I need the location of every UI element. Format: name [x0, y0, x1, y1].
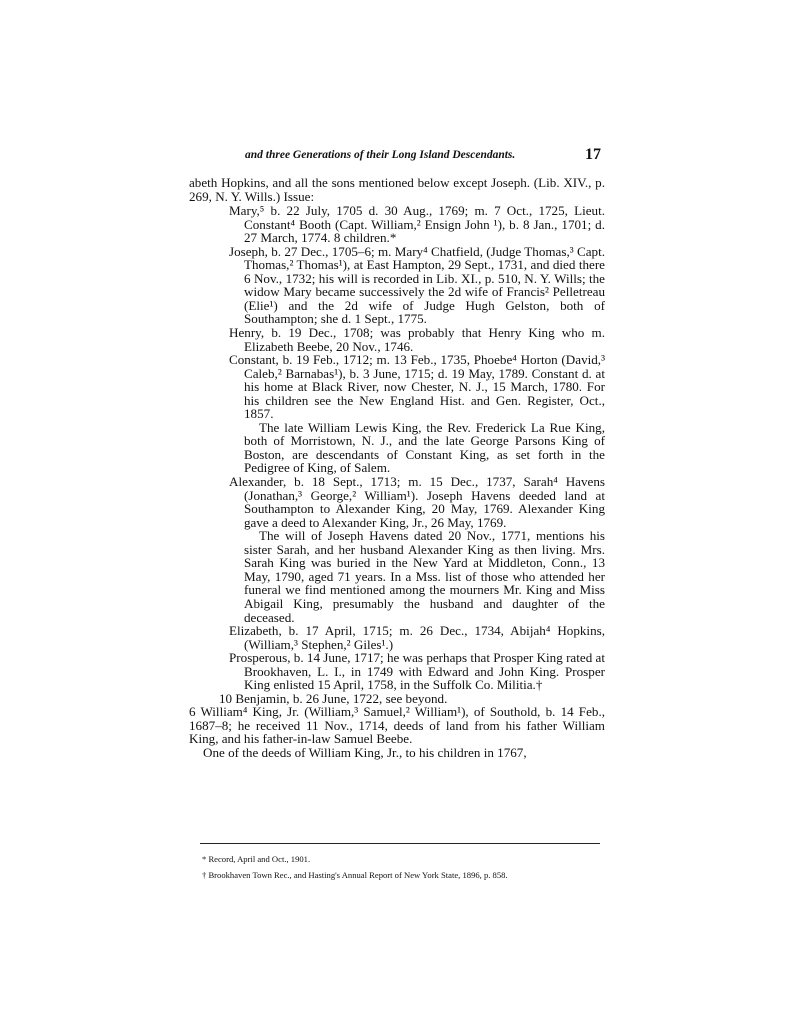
entry-prosperous: Prosperous, b. 14 June, 1717; he was perhaps that Prosper King rated at Brookhaven, L. I., in 1749 with Edward and John King. Prosper King enlisted 15 April, 1758, in the Suffolk Co. Militia.†	[229, 650, 605, 693]
entry-constant: Constant, b. 19 Feb., 1712; m. 13 Feb., 1735, Phoebe⁴ Horton (David,³ Caleb,² Barnabas¹), b. 3 June, 1715; d. 19 May, 1789. Constant d. at his home at Black River, now Chester, N. J., 15 March, 1780. For his children see the New England Hist. and Gen. Register, Oct., 1857.	[229, 352, 605, 422]
footnote-brookhaven: † Brookhaven Town Rec., and Hasting's Annual Report of New York State, 1896, p. 858.	[202, 870, 508, 880]
entry-henry: Henry, b. 19 Dec., 1708; was probably that Henry King who m. Elizabeth Beebe, 20 Nov., 1746.	[229, 325, 605, 354]
entry-mary: Mary,⁵ b. 22 July, 1705 d. 30 Aug., 1769; m. 7 Oct., 1725, Lieut. Constant⁴ Booth (Capt. William,² Ensign John ¹), b. 8 Jan., 1701; d. 27 March, 1774. 8 children.*	[229, 203, 605, 246]
entry-joseph: Joseph, b. 27 Dec., 1705–6; m. Mary⁴ Chatfield, (Judge Thomas,³ Capt. Thomas,² Thomas¹), at East Hampton, 29 Sept., 1731, and died there 6 Nov., 1732; his will is recorded in Lib. XI., p. 510, N. Y. Wills; the widow Mary became successively the 2d wife of Francis² Pelletreau (Elie¹) and the 2d wife of Judge Hugh Gelston, both of Southampton; she d. 1 Sept., 1775.	[229, 243, 605, 327]
entry-elizabeth: Elizabeth, b. 17 April, 1715; m. 26 Dec., 1734, Abijah⁴ Hopkins, (William,³ Stephen,² Giles¹.)	[229, 623, 605, 652]
constant-note: The late William Lewis King, the Rev. Frederick La Rue King, both of Morristown, N. J., and the late George Parsons King of Boston, are descendants of Constant King, as set forth in the Pedigree of King, of Salem.	[244, 419, 605, 476]
footnote-record: * Record, April and Oct., 1901.	[202, 854, 311, 864]
opening-paragraph: abeth Hopkins, and all the sons mentioned below except Joseph. (Lib. XIV., p. 269, N. Y. Wills.) Issue:	[189, 175, 605, 204]
entry-alexander: Alexander, b. 18 Sept., 1713; m. 15 Dec., 1737, Sarah⁴ Havens (Jonathan,³ George,² William¹). Joseph Havens deeded land at Southampton to Alexander King, 20 May, 1769. Alexander King gave a deed to Alexander King, Jr., 26 May, 1769.	[229, 474, 605, 530]
body-text	[189, 176, 605, 760]
closing-paragraph: One of the deeds of William King, Jr., to his children in 1767,	[203, 744, 527, 760]
footnotes	[202, 851, 612, 883]
running-header	[245, 146, 605, 168]
footnote-rule	[200, 843, 600, 844]
entry-william: 6 William⁴ King, Jr. (William,³ Samuel,² William¹), of Southold, b. 14 Feb., 1687–8; he received 11 Nov., 1714, deeds of land from his father William King, and his father-in-law Samuel Beebe.	[189, 704, 605, 747]
alexander-note: The will of Joseph Havens dated 20 Nov., 1771, mentions his sister Sarah, and her husband Alexander King as then living. Mrs. Sarah King was buried in the New Yard at Middleton, Conn., 13 May, 1790, aged 71 years. In a Mss. list of those who attended her funeral we find mentioned among the mourners Mr. King and Miss Abigail King, presumably the husband and daughter of the deceased.	[244, 528, 605, 625]
page-number: 17	[585, 146, 601, 163]
header-title: and three Generations of their Long Island Descendants.	[245, 149, 516, 161]
entry-benjamin: 10 Benjamin, b. 26 June, 1722, see beyond.	[219, 690, 448, 706]
